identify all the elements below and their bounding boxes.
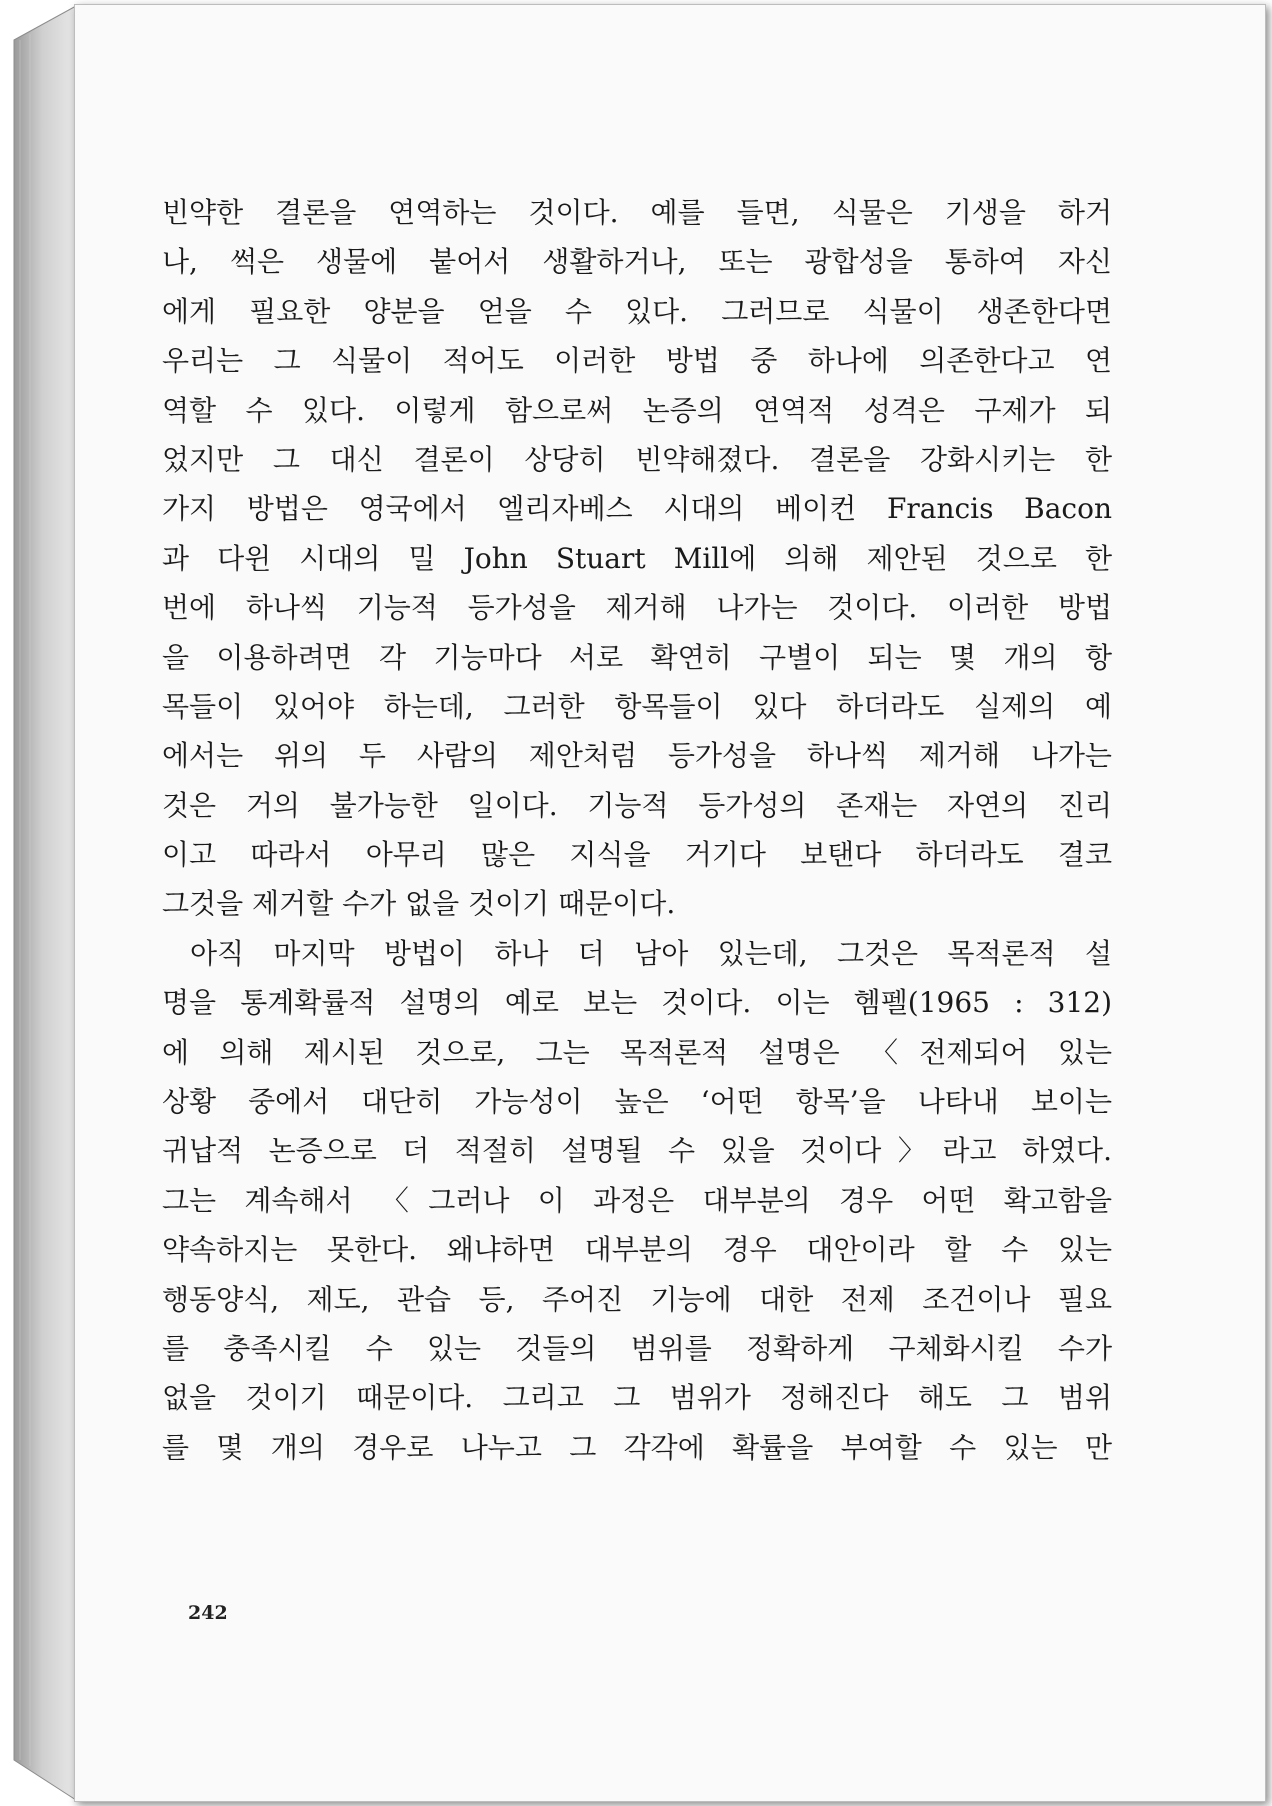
text-line: 었지만 그 대신 결론이 상당히 빈약해졌다. 결론을 강화시키는 한 [162,442,1112,476]
text-line: 약속하지는 못한다. 왜냐하면 대부분의 경우 대안이라 할 수 있는 [162,1233,1112,1267]
text-line: 에게 필요한 양분을 얻을 수 있다. 그러므로 식물이 생존한다면 [162,294,1112,328]
text-line: 우리는 그 식물이 적어도 이러한 방법 중 하나에 의존한다고 연 [162,344,1112,378]
text-line: 번에 하나씩 기능적 등가성을 제거해 나가는 것이다. 이러한 방법 [162,591,1112,625]
text-line: 목들이 있어야 하는데, 그러한 항목들이 있다 하더라도 실제의 예 [162,689,1112,723]
text-line: 명을 통계확률적 설명의 예로 보는 것이다. 이는 헴펠(1965 : 312) [162,986,1112,1020]
body-text [162,188,1112,1472]
text-line: 빈약한 결론을 연역하는 것이다. 예를 들면, 식물은 기생을 하거 [162,196,1112,229]
text-line: 가지 방법은 영국에서 엘리자베스 시대의 베이컨 Francis Bacon [162,492,1112,526]
text-line: 를 몇 개의 경우로 나누고 그 각각에 확률을 부여할 수 있는 만 [162,1430,1112,1464]
text-line: 그것을 제거할 수가 없을 것이기 때문이다. [162,887,676,921]
text-line: 아직 마지막 방법이 하나 더 남아 있는데, 그것은 목적론적 설 [190,936,1112,970]
text-line: 역할 수 있다. 이렇게 함으로써 논증의 연역적 성격은 구제가 되 [162,393,1112,427]
book-page-stack-edge [0,0,80,1806]
text-line: 과 다윈 시대의 밀 John Stuart Mill에 의해 제안된 것으로 한 [162,541,1112,575]
text-line: 에 의해 제시된 것으로, 그는 목적론적 설명은 〈전제되어 있는 [162,1035,1112,1069]
text-line: 에서는 위의 두 사람의 제안처럼 등가성을 하나씩 제거해 나가는 [162,739,1112,773]
text-line: 행동양식, 제도, 관습 등, 주어진 기능에 대한 전제 조건이나 필요 [162,1282,1112,1316]
text-line: 이고 따라서 아무리 많은 지식을 거기다 보탠다 하더라도 결코 [162,838,1112,872]
text-line: 를 충족시킬 수 있는 것들의 범위를 정확하게 구체화시킬 수가 [162,1331,1112,1365]
text-line: 나, 썩은 생물에 붙어서 생활하거나, 또는 광합성을 통하여 자신 [162,245,1112,279]
text-line: 상황 중에서 대단히 가능성이 높은 ‘어떤 항목’을 나타내 보이는 [162,1085,1112,1119]
page-number: 242 [188,1602,228,1624]
text-line: 을 이용하려면 각 기능마다 서로 확연히 구별이 되는 몇 개의 항 [162,640,1112,674]
text-line: 없을 것이기 때문이다. 그리고 그 범위가 정해진다 해도 그 범위 [162,1381,1112,1415]
text-line: 것은 거의 불가능한 일이다. 기능적 등가성의 존재는 자연의 진리 [162,788,1112,822]
text-line: 귀납적 논증으로 더 적절히 설명될 수 있을 것이다〉라고 하였다. [162,1134,1112,1168]
text-line: 그는 계속해서 〈그러나 이 과정은 대부분의 경우 어떤 확고함을 [162,1183,1112,1217]
